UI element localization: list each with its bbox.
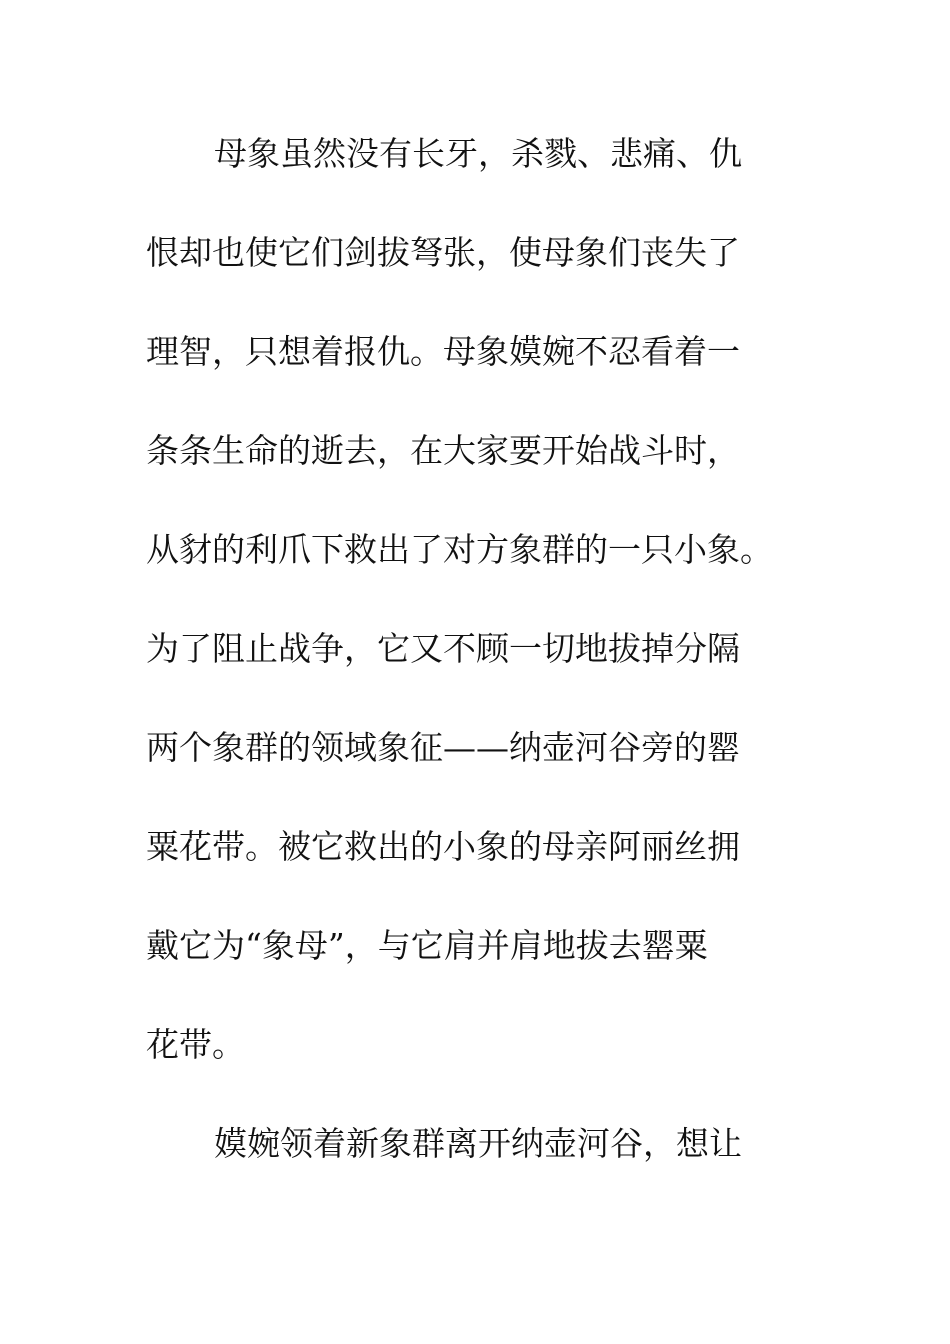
text-line: 条条生命的逝去，在大家要开始战斗时， bbox=[146, 431, 740, 470]
text-line: 嫫婉领着新象群离开纳壶河谷，想让 bbox=[214, 1124, 742, 1163]
text-line: 花带。 bbox=[146, 1025, 245, 1064]
text-line: 恨却也使它们剑拔弩张，使母象们丧失了 bbox=[146, 233, 740, 272]
text-line: 从豺的利爪下救出了对方象群的一只小象。 bbox=[146, 530, 773, 569]
text-line: 粟花带。被它救出的小象的母亲阿丽丝拥 bbox=[146, 827, 740, 866]
text-line: 理智，只想着报仇。母象嫫婉不忍看着一 bbox=[146, 332, 740, 371]
text-line: 母象虽然没有长牙，杀戮、悲痛、仇 bbox=[214, 134, 742, 173]
text-line: 戴它为“象母”，与它肩并肩地拔去罂粟 bbox=[146, 926, 708, 965]
text-line: 为了阻止战争，它又不顾一切地拔掉分隔 bbox=[146, 629, 740, 668]
text-line: 两个象群的领域象征——纳壶河谷旁的罂 bbox=[146, 728, 740, 767]
